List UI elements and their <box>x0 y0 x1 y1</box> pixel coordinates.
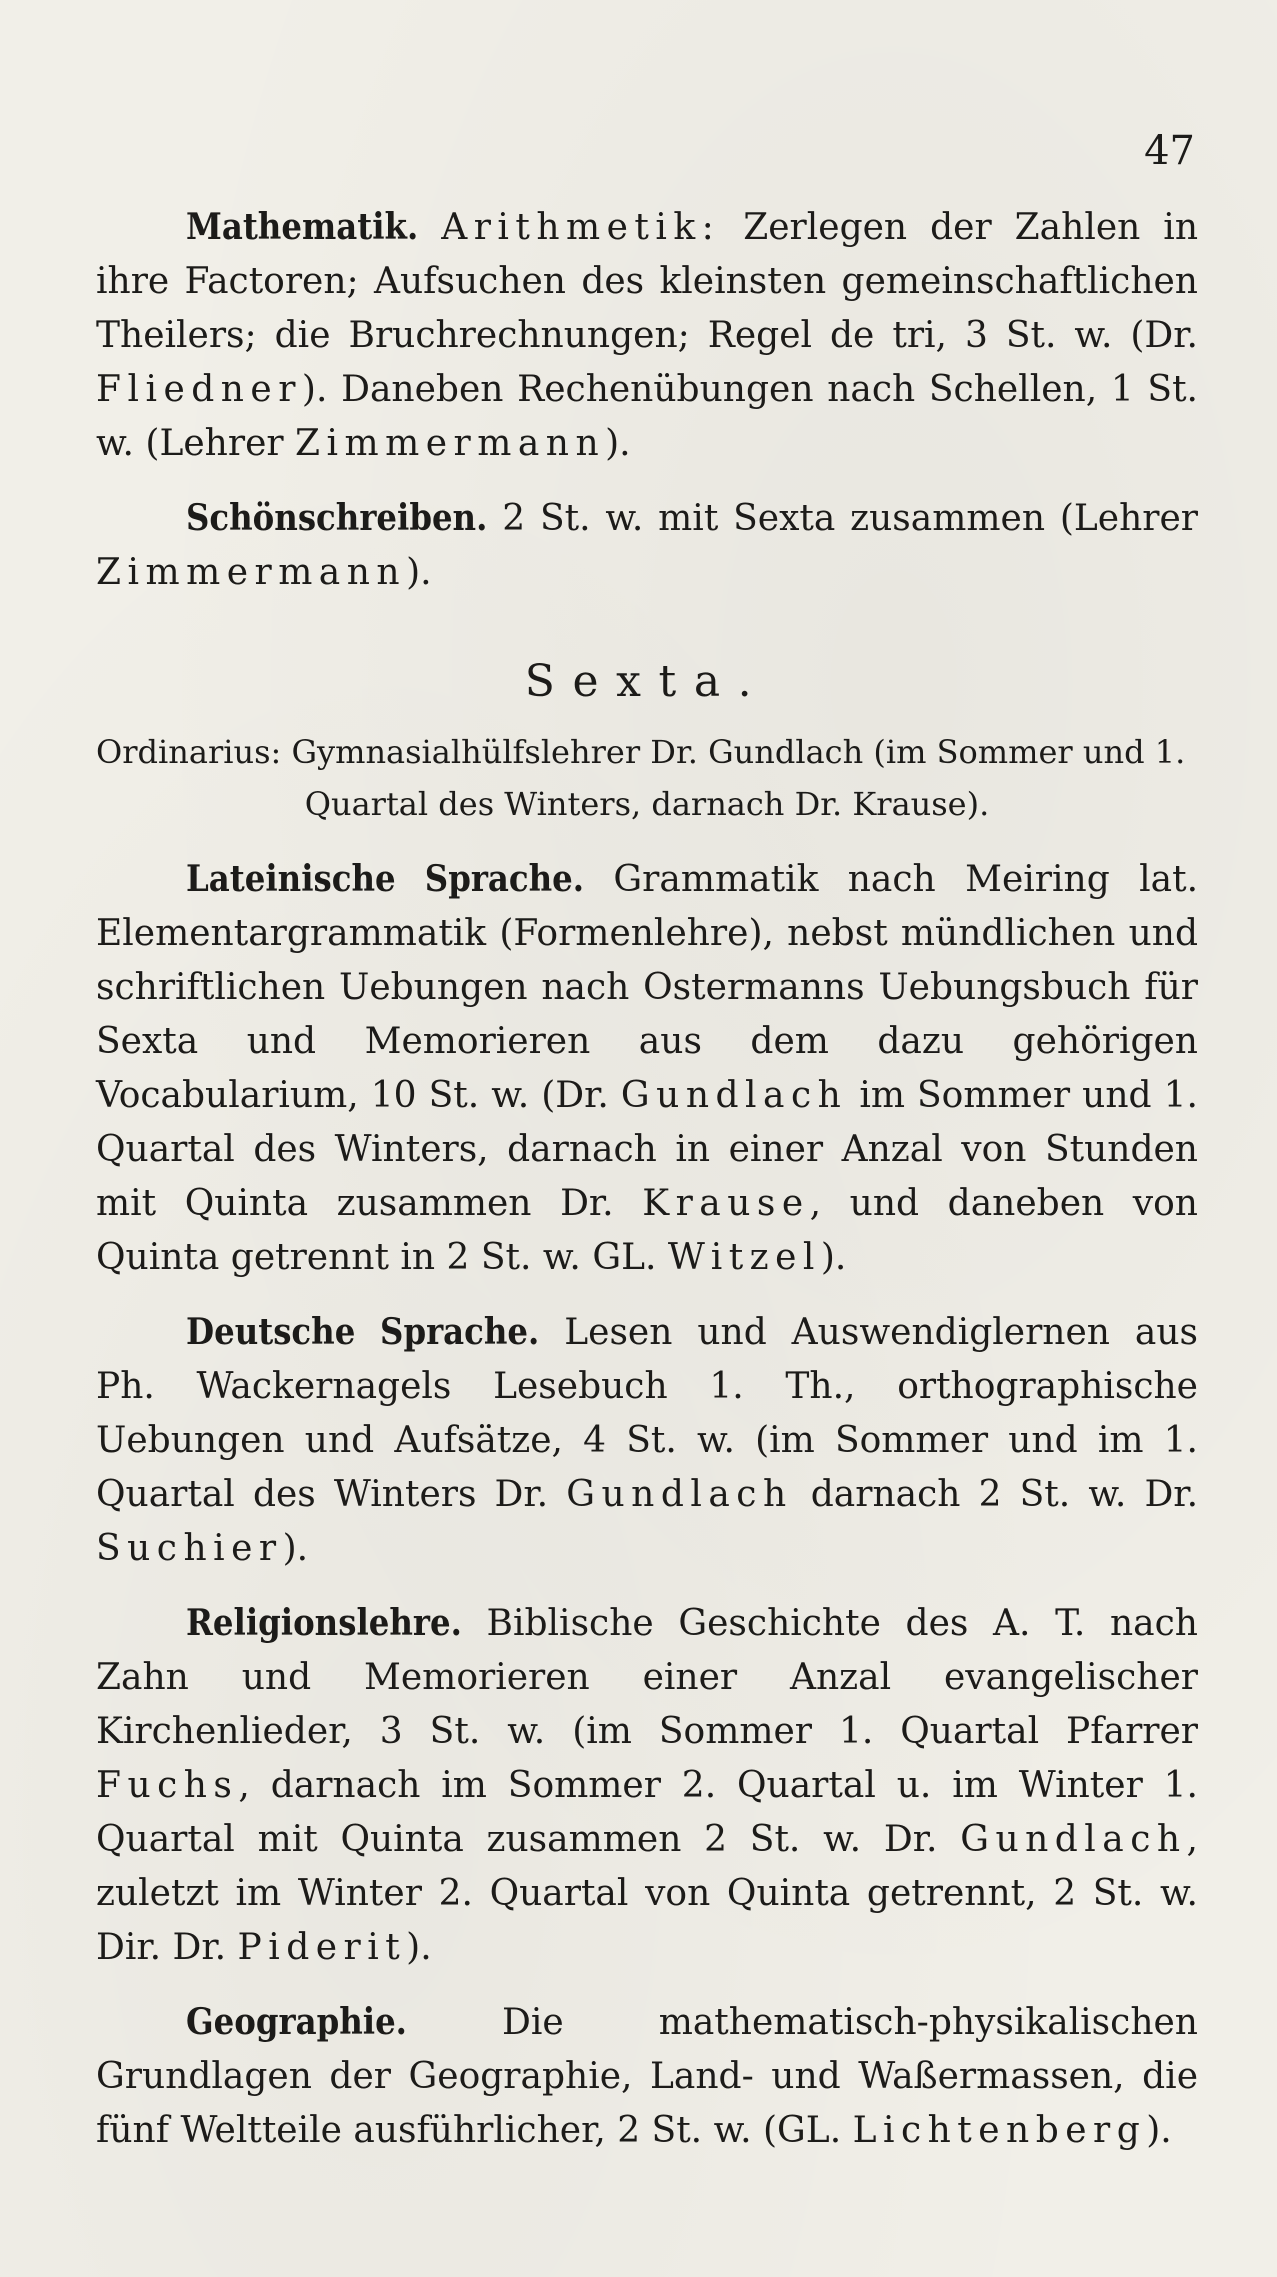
paragraph-mathematik <box>96 200 1198 471</box>
text: Lesen und Auswendiglernen aus Ph. Wackernagels Lesebuch 1. Th., orthographische Uebungen und Aufsätze, 4 St. w. (im Sommer und im 1. Quartal des Winters Dr. <box>96 1312 1198 1515</box>
text: ). Daneben Rechenübungen nach Schellen, 1 St. w. (Lehrer <box>96 369 1198 464</box>
text: ). <box>820 1237 847 1278</box>
heading-mathematik: Mathematik. <box>186 206 419 248</box>
ordinarius-line-1: Ordinarius: Gymnasialhülfslehrer Dr. Gundlach (im Sommer und 1. <box>96 733 1186 771</box>
text: , zuletzt im Winter 2. Quartal von Quinta getrennt, 2 St. w. Dir. Dr. <box>96 1819 1198 1968</box>
page-number: 47 <box>1144 128 1195 174</box>
teacher-name: Krause <box>642 1183 810 1224</box>
paragraph-deutsch <box>96 1305 1198 1576</box>
heading-geographie: Geographie. <box>186 2001 407 2043</box>
text: ). <box>282 1528 309 1569</box>
paragraph-religion <box>96 1596 1198 1975</box>
heading-deutsch: Deutsche Sprache. <box>186 1311 540 1353</box>
teacher-name: Gundlach <box>566 1474 793 1515</box>
section-title-sexta: Sexta. <box>524 656 770 707</box>
teacher-name: Witzel <box>667 1237 821 1278</box>
teacher-name: Gundlach <box>620 1075 848 1116</box>
ordinarius-line-2: Quartal des Winters, darnach Dr. Krause). <box>304 785 990 823</box>
text: ). <box>605 423 631 464</box>
text-body <box>96 200 1198 2178</box>
text: Zerlegen der Zahlen in ihre Factoren; Aufsuchen des kleinsten gemeinschaftlichen Theilers; die Bruchrechnungen; Regel de tri, 3 St. w. (Dr. <box>96 207 1199 356</box>
text: ). <box>406 552 432 593</box>
text: Die mathematisch-physikalischen Grundlagen der Geographie, Land- und Waßermassen, die fünf Weltteile ausführlicher, 2 St. w. (GL. <box>96 2002 1198 2151</box>
text: ). <box>1146 2110 1172 2151</box>
text: , darnach im Sommer 2. Quartal u. im Winter 1. Quartal mit Quinta zusammen 2 St. w. Dr. <box>96 1765 1198 1860</box>
text: Biblische Geschichte des A. T. nach Zahn und Memorieren einer Anzal evangelischer Kirchenlieder, 3 St. w. (im Sommer 1. Quartal Pfarrer <box>96 1603 1198 1752</box>
paragraph-schoenschreiben <box>96 491 1198 600</box>
teacher-name: Zimmermann <box>295 423 606 464</box>
paragraph-geographie <box>96 1995 1198 2158</box>
ordinarius-line <box>96 726 1198 830</box>
teacher-name: Gundlach <box>960 1819 1187 1860</box>
teacher-name: Lichtenberg <box>852 2110 1147 2151</box>
teacher-name: Fliedner <box>96 369 302 410</box>
teacher-name: Fuchs <box>96 1765 239 1806</box>
heading-latein: Lateinische Sprache. <box>186 858 585 900</box>
text: , und daneben von Quinta getrennt in 2 St. w. GL. <box>96 1183 1198 1278</box>
teacher-name: Zimmermann <box>96 552 407 593</box>
teacher-name: Piderit <box>237 1927 407 1968</box>
text: Grammatik nach Meiring lat. Elementargrammatik (Formenlehre), nebst mündlichen und schriftlichen Uebungen nach Ostermanns Uebungsbuch für Sexta und Memorieren aus dem dazu gehörigen Vocabularium, 10 St. w. (Dr. <box>96 859 1199 1116</box>
lead-arithmetik: Arithmetik: <box>441 207 721 248</box>
heading-religion: Religionslehre. <box>186 1602 462 1644</box>
paragraph-latein <box>96 852 1198 1285</box>
text: ). <box>406 1927 432 1968</box>
teacher-name: Suchier <box>96 1528 283 1569</box>
heading-schoenschreiben: Schönschreiben. <box>186 497 488 539</box>
text: 2 St. w. mit Sexta zusammen (Lehrer <box>487 498 1198 539</box>
text: darnach 2 St. w. Dr. <box>792 1474 1199 1515</box>
text: im Sommer und 1. Quartal des Winters, darnach in einer Anzal von Stunden mit Quinta zusammen Dr. <box>96 1075 1198 1224</box>
